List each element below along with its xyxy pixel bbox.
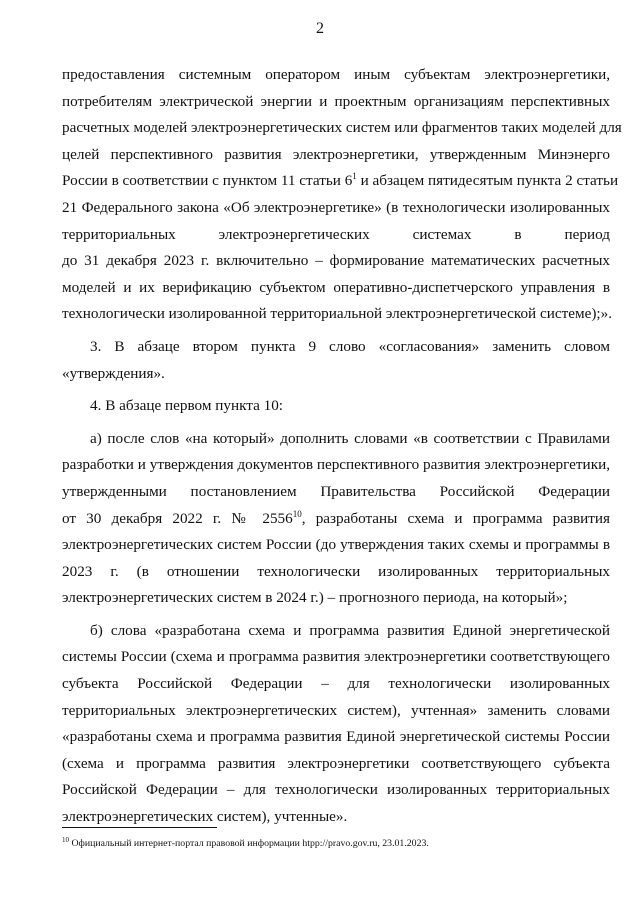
text-line: 4. В абзаце первом пункта 10: bbox=[90, 397, 284, 415]
text-line: технологически изолированной территориальной электроэнергетической системе);». bbox=[62, 305, 612, 323]
paragraph-subitem-a bbox=[62, 426, 610, 612]
page-number: 2 bbox=[316, 20, 324, 37]
text-line: системы России (схема и программа развития электроэнергетики соответствующего bbox=[62, 648, 610, 666]
text-line: а) после слов «на который» дополнить словами «в соответствии с Правилами bbox=[90, 429, 610, 447]
text-line: электроэнергетических систем в 2024 г.) – прогнозного периода, на который»; bbox=[62, 589, 568, 607]
text-line: 3. В абзаце втором пункта 9 слово «согласования» заменить словом bbox=[90, 337, 610, 355]
footnote bbox=[62, 838, 610, 849]
paragraph-subitem-b bbox=[62, 618, 610, 831]
text-line: (схема и программа развития электроэнергетики соответствующего субъекта bbox=[62, 754, 610, 772]
footnote-divider bbox=[62, 827, 217, 828]
paragraph-item-4 bbox=[62, 393, 610, 420]
text-line: территориальных электроэнергетических систем), учтенная» заменить словами bbox=[62, 701, 610, 719]
text-line: б) слова «разработана схема и программа развития Единой энергетической bbox=[90, 621, 610, 639]
superscript: 10 bbox=[292, 508, 302, 519]
text-line: моделей и их верификацию субъектом оперативно-диспетчерского управления в bbox=[62, 278, 610, 296]
text-segment: от 30 декабря 2022 г. № 2556 bbox=[62, 509, 293, 527]
text-segment: , разработаны схема и программа развития bbox=[301, 509, 610, 527]
text-line: территориальных электроэнергетических системах в период bbox=[62, 225, 610, 243]
footnote-text: Официальный интернет-портал правовой информации htpp://pravo.gov.ru, 23.01.2023. bbox=[69, 838, 429, 849]
footnote-marker: 10 bbox=[62, 836, 69, 844]
text-line: субъекта Российской Федерации – для технологически изолированных bbox=[62, 675, 610, 693]
text-line: 2023 г. (в отношении технологически изолированных территориальных bbox=[62, 562, 610, 580]
text-line: разработки и утверждения документов перспективного развития электроэнергетики, bbox=[62, 456, 610, 474]
paragraph-item-3 bbox=[62, 334, 610, 387]
text-line: утвержденными постановлением Правительства Российской Федерации bbox=[62, 482, 610, 500]
text-line: электроэнергетических систем), учтенные». bbox=[62, 808, 348, 826]
text-line: «разработаны схема и программа развития Единой энергетической системы России bbox=[62, 728, 610, 746]
text-line: потребителям электрической энергии и проектным организациям перспективных bbox=[62, 92, 610, 110]
text-line: расчетных моделей электроэнергетических систем или фрагментов таких моделей для bbox=[62, 119, 622, 137]
text-line: целей перспективного развития электроэнергетики, утвержденным Минэнерго bbox=[62, 145, 610, 163]
text-line: до 31 декабря 2023 г. включительно – формирование математических расчетных bbox=[62, 252, 610, 270]
text-line: 21 Федерального закона «Об электроэнергетике» (в технологически изолированных bbox=[62, 198, 610, 216]
text-line bbox=[62, 168, 619, 195]
document-body bbox=[62, 62, 622, 831]
text-line: Российской Федерации – для технологически изолированных территориальных bbox=[62, 781, 610, 799]
text-segment: и абзацем пятидесятым пункта 2 статьи bbox=[356, 172, 619, 190]
text-line bbox=[62, 506, 610, 533]
paragraph-continuation bbox=[62, 62, 622, 328]
text-line: предоставления системным оператором иным субъектам электроэнергетики, bbox=[62, 66, 610, 83]
superscript: 1 bbox=[352, 171, 357, 182]
text-line: «утверждения». bbox=[62, 364, 165, 382]
text-line: электроэнергетических систем России (до утверждения таких схемы и программы в bbox=[62, 536, 610, 554]
text-segment: России в соответствии с пунктом 11 статьи 6 bbox=[62, 172, 353, 190]
